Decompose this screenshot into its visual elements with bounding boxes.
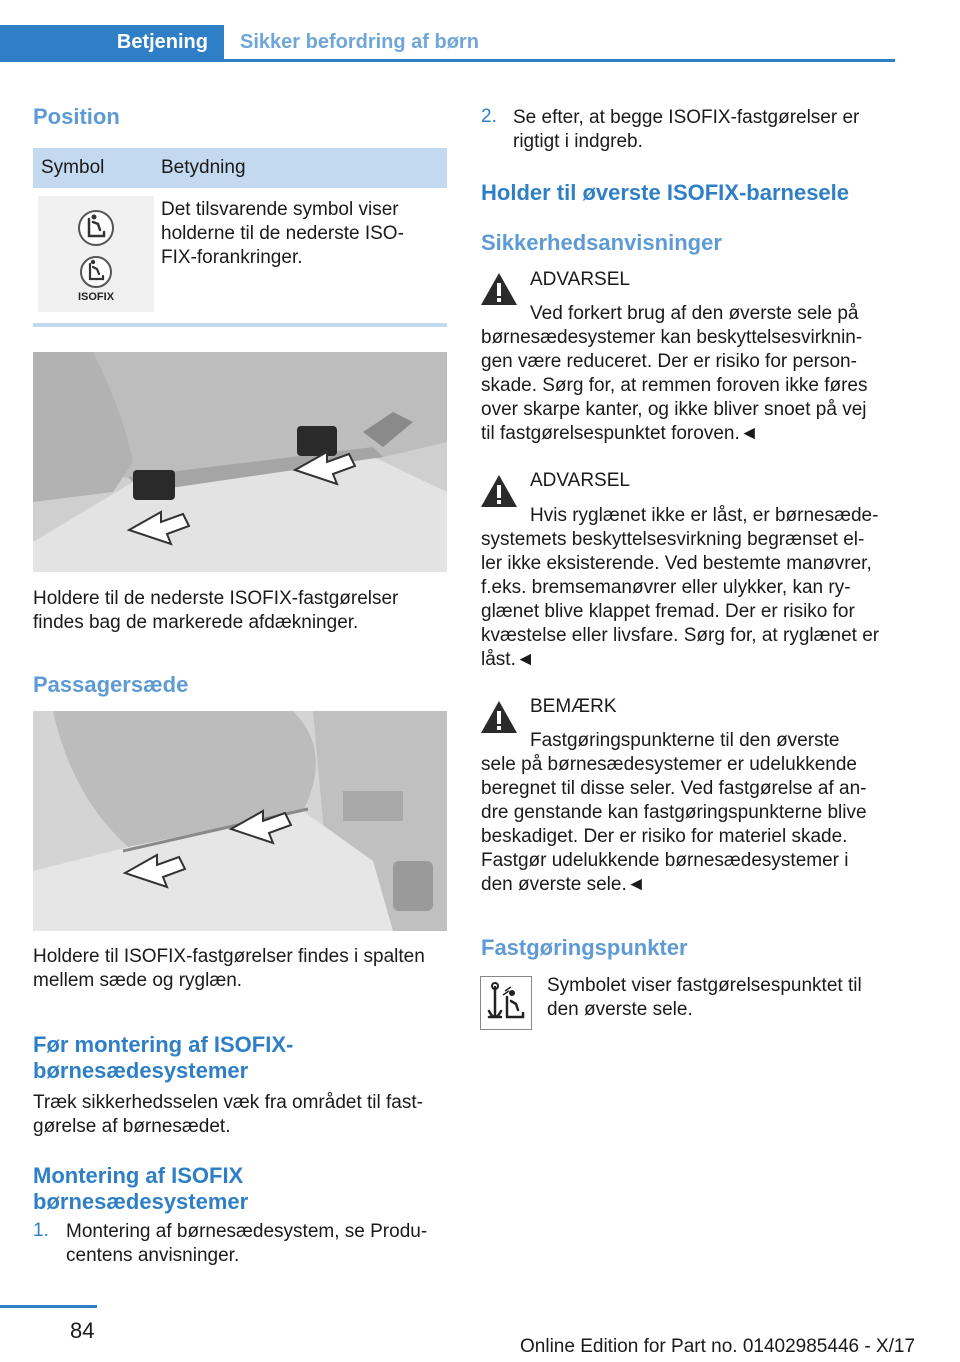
warning-1-title: ADVARSEL	[530, 269, 630, 290]
warning-1-first-line: Ved forkert brug af den øverste sele på	[530, 303, 859, 324]
meaning-line: FIX-forankringer.	[161, 247, 303, 268]
step-2-text	[513, 106, 859, 154]
note-line: beskadiget. Der er risiko for materiel skade.	[481, 826, 848, 847]
caption-line: Holdere til de nederste ISOFIX-fastgørelser	[33, 588, 399, 609]
warning-line: gen være reduceret. Der er risiko for person-	[481, 351, 857, 372]
table-header	[33, 148, 447, 188]
meaning-line: Det tilsvarende symbol viser	[161, 199, 399, 220]
warning-line: til fastgørelsespunktet foroven.◄	[481, 423, 759, 444]
anchor-points-text	[547, 974, 862, 1022]
warning-line: skade. Sørg for, at remmen foroven ikke føres	[481, 375, 868, 396]
note-body	[481, 753, 867, 897]
caption-line: findes bag de markerede afdækninger.	[33, 612, 359, 633]
step-1-text	[66, 1220, 427, 1268]
isofix-symbol-cell	[38, 196, 154, 312]
warning-2-title: ADVARSEL	[530, 470, 630, 491]
warning-line: f.eks. bremsemanøvrer eller ulykker, kan ry-	[481, 577, 851, 598]
section-title-anchor-points: Fastgøringspunkter	[481, 935, 688, 960]
caption-line: Holdere til ISOFIX-fastgørelser findes i spalten	[33, 946, 425, 967]
title-line: Montering af ISOFIX	[33, 1163, 244, 1188]
section-title-before-mounting	[33, 1032, 293, 1084]
title-line: børnesædesystemer	[33, 1058, 249, 1083]
note-line: sele på børnesædesystemer er udelukkende	[481, 754, 857, 775]
section-title-passenger: Passagersæde	[33, 672, 189, 697]
column-header-symbol: Symbol	[41, 157, 105, 178]
caption-rear-seat	[33, 587, 398, 635]
section-title-safety: Sikkerhedsanvisninger	[481, 230, 722, 255]
title-line: Før montering af ISOFIX-	[33, 1032, 294, 1057]
note-line: den øverste sele.◄	[481, 874, 646, 895]
note-line: beregnet til disse seler. Ved fastgørelse af an-	[481, 778, 867, 799]
note-line: Fastgør udelukkende børnesædesystemer i	[481, 850, 849, 871]
top-tether-anchor-symbol	[480, 976, 532, 1030]
text-line: Træk sikkerhedsselen væk fra området til fast-	[33, 1092, 423, 1113]
notice-triangle-icon	[480, 700, 518, 734]
text-line: gørelse af børnesædet.	[33, 1116, 231, 1137]
edition-text: Online Edition for Part no. 01402985446 - X/17	[520, 1336, 916, 1357]
step-number-1: 1.	[33, 1220, 49, 1241]
title-line: børnesædesystemer	[33, 1189, 249, 1214]
tab-betjening[interactable]: Betjening	[0, 25, 224, 62]
isofix-label: ISOFIX	[77, 291, 115, 303]
step-line: rigtigt i indgreb.	[513, 131, 643, 152]
note-title: BEMÆRK	[530, 696, 617, 717]
section-title-position: Position	[33, 104, 120, 129]
chapter-header	[0, 25, 895, 62]
caption-line: mellem sæde og ryglæn.	[33, 970, 243, 991]
warning-line: over skarpe kanter, og ikke bliver snoet på vej	[481, 399, 867, 420]
note-first-line: Fastgøringspunkterne til den øverste	[530, 730, 840, 751]
step-line: Se efter, at begge ISOFIX-fastgørelser er	[513, 107, 860, 128]
warning-line: glænet blive klappet fremad. Der er risiko for	[481, 601, 855, 622]
table-meaning-text	[161, 198, 404, 270]
rear-seat-isofix-photo	[33, 352, 447, 572]
caption-passenger-seat	[33, 945, 425, 993]
step-number-2: 2.	[481, 106, 497, 127]
tab-sikker-befordring[interactable]: Sikker befordring af børn	[240, 31, 479, 53]
step-line: centens anvisninger.	[66, 1245, 240, 1266]
page-number: 84	[70, 1318, 95, 1343]
text-line: Symbolet viser fastgørelsespunktet til	[547, 975, 862, 996]
before-mounting-text	[33, 1091, 423, 1139]
note-line: dre genstande kan fastgøringspunkterne blive	[481, 802, 867, 823]
step-line: Montering af børnesædesystem, se Produ-	[66, 1221, 428, 1242]
column-header-meaning: Betydning	[161, 157, 246, 178]
text-line: den øverste sele.	[547, 999, 693, 1020]
anchor-child-seat-icon	[481, 977, 531, 1029]
warning-1-body	[481, 326, 867, 446]
warning-2-body	[481, 528, 879, 672]
passenger-seat-isofix-photo	[33, 711, 447, 931]
section-title-mounting	[33, 1163, 248, 1215]
footer-rule	[0, 1305, 97, 1308]
table-bottom-rule	[33, 323, 447, 327]
warning-line: børnesædesystemer kan beskyttelsesvirknin-	[481, 327, 863, 348]
warning-line: ler ikke eksisterende. Ved bestemte manøvrer,	[481, 553, 872, 574]
section-title-top-tether: Holder til øverste ISOFIX-barnesele	[481, 180, 850, 205]
meaning-line: holderne til de nederste ISO-	[161, 223, 404, 244]
warning-line: kvæstelse eller livsfare. Sørg for, at ryglænet er	[481, 625, 880, 646]
warning-triangle-icon	[480, 272, 518, 306]
warning-line: låst.◄	[481, 649, 535, 670]
warning-2-first-line: Hvis ryglænet ikke er låst, er børnesæde-	[530, 505, 879, 526]
warning-triangle-icon	[480, 474, 518, 508]
warning-line: systemets beskyttelsesvirkning begrænset el-	[481, 529, 865, 550]
